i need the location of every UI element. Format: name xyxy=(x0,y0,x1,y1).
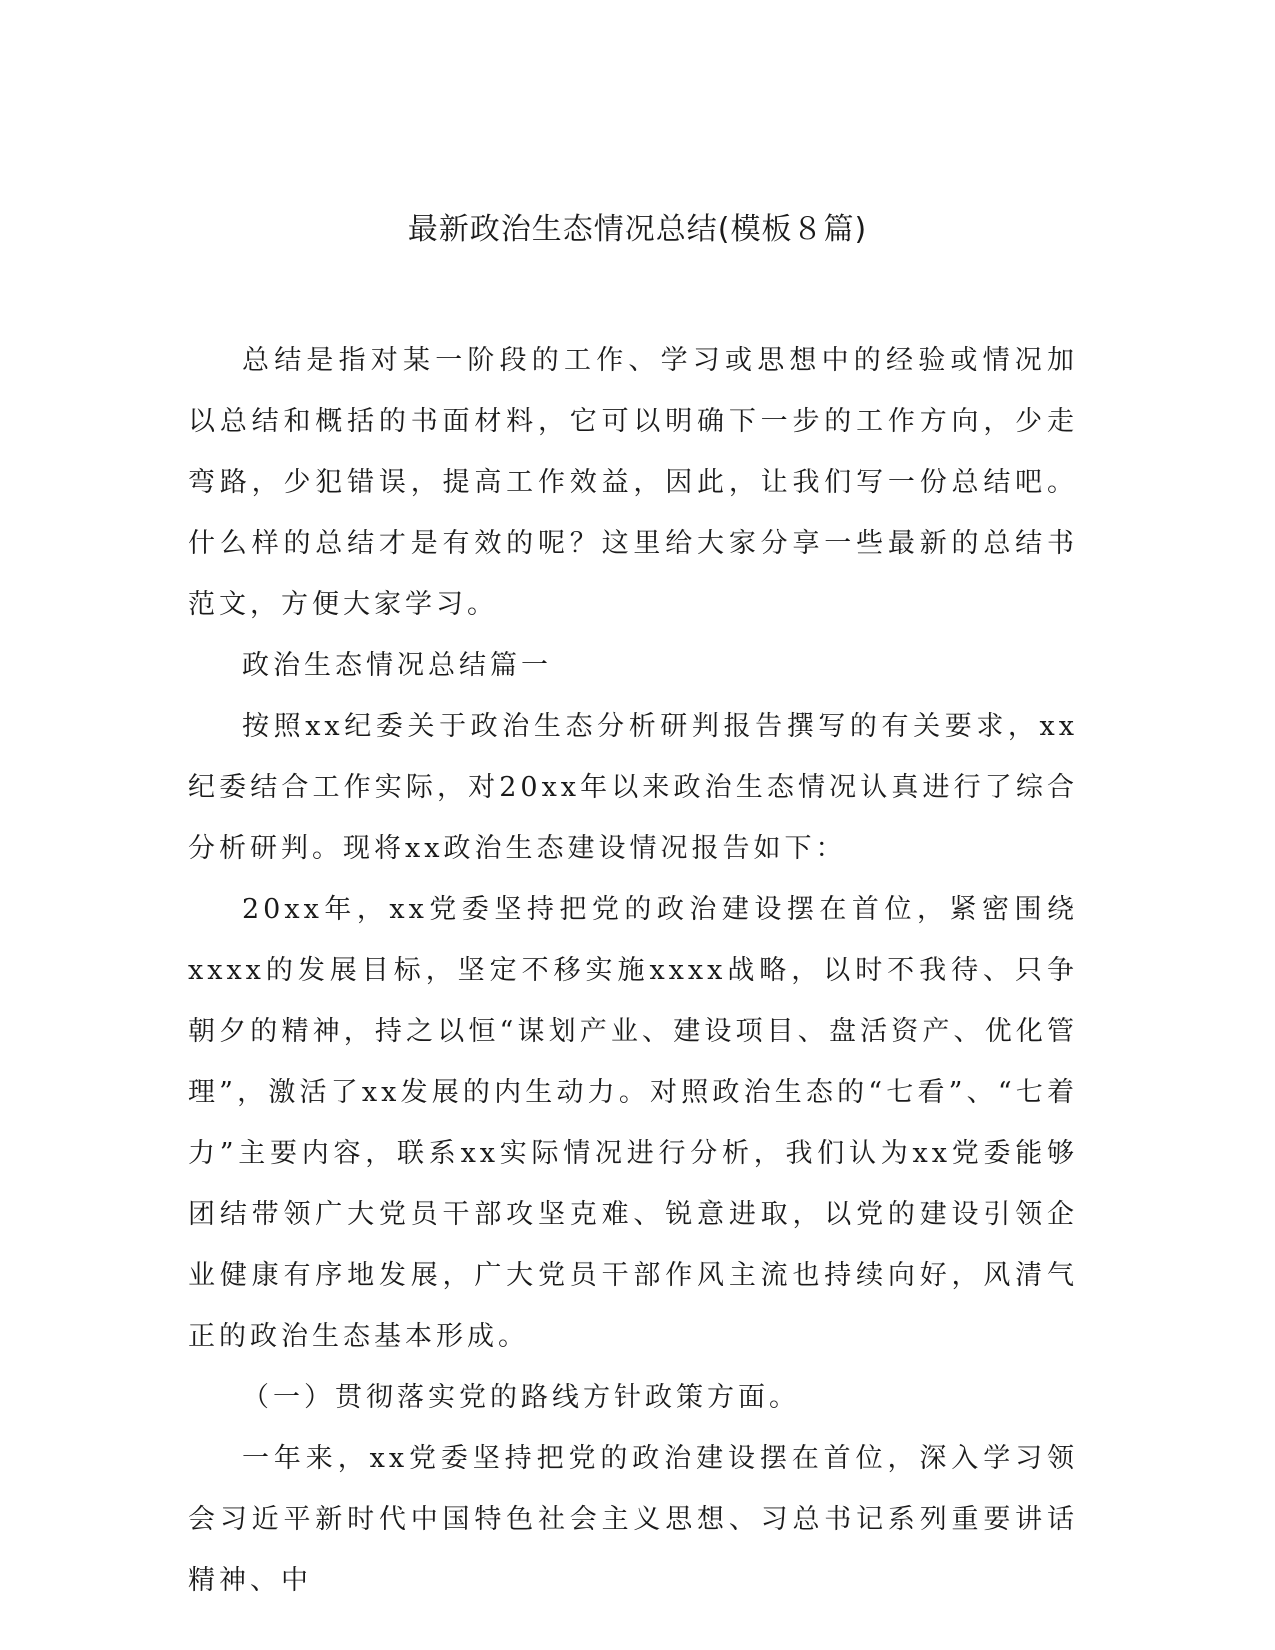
paragraph-intro: 总结是指对某一阶段的工作、学习或思想中的经验或情况加以总结和概括的书面材料，它可以明确下一步的工作方向，少走弯路，少犯错误，提高工作效益，因此，让我们写一份总结吧。什么样的总结才是有效的呢？这里给大家分享一些最新的总结书范文，方便大家学习。 xyxy=(188,345,1078,620)
paragraph: 按照xx纪委关于政治生态分析研判报告撰写的有关要求，xx纪委结合工作实际，对20xx年以来政治生态情况认真进行了综合分析研判。现将xx政治生态建设情况报告如下： xyxy=(188,711,1078,864)
subsection-heading: （一）贯彻落实党的路线方针政策方面。 xyxy=(242,1382,800,1413)
paragraph: 20xx年，xx党委坚持把党的政治建设摆在首位，紧密围绕xxxx的发展目标，坚定不移实施xxxx战略，以时不我待、只争朝夕的精神，持之以恒“谋划产业、建设项目、盘活资产、优化管理”，激活了xx发展的内生动力。对照政治生态的“七看”、“七着力”主要内容，联系xx实际情况进行分析，我们认为xx党委能够团结带领广大党员干部攻坚克难、锐意进取，以党的建设引领企业健康有序地发展，广大党员干部作风主流也持续向好，风清气正的政治生态基本形成。 xyxy=(188,894,1078,1352)
document-title: 最新政治生态情况总结(模板８篇) xyxy=(407,212,868,247)
document-body xyxy=(188,330,1078,1611)
section-heading: 政治生态情况总结篇一 xyxy=(242,650,552,681)
paragraph: 一年来，xx党委坚持把党的政治建设摆在首位，深入学习领会习近平新时代中国特色社会主义思想、习总书记系列重要讲话精神、中 xyxy=(188,1443,1078,1596)
